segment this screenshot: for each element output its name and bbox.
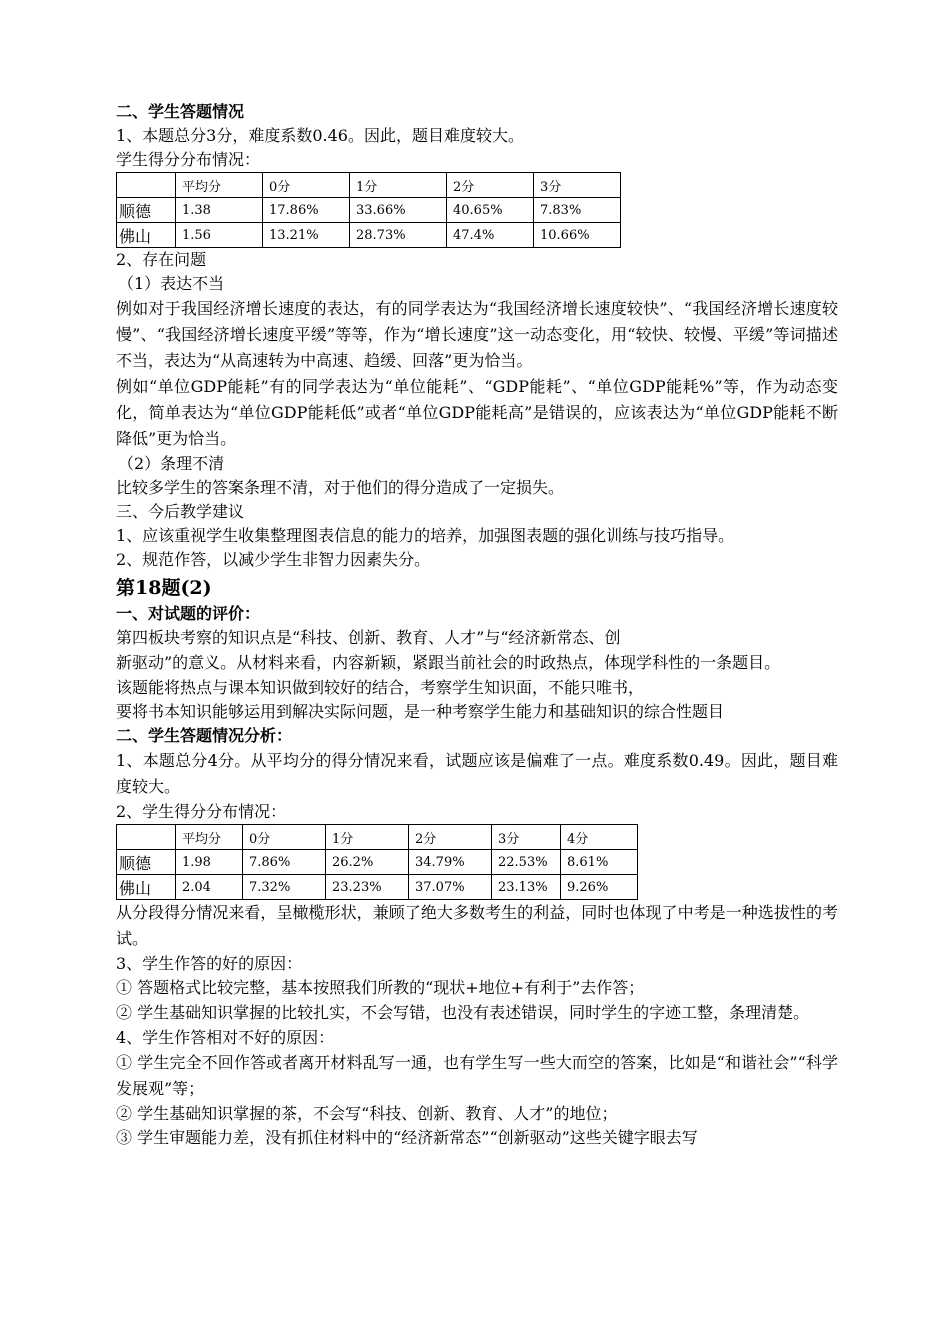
table-cell: 3分 (492, 825, 561, 850)
table-cell: 1.56 (176, 223, 263, 248)
paragraph: 2、存在问题 (116, 250, 207, 269)
table-cell: 3分 (534, 173, 621, 198)
score-distribution-table-2 (116, 824, 638, 900)
table-cell: 26.2% (326, 850, 409, 875)
paragraph: 例如“单位GDP能耗”有的同学表达为“单位能耗”、“GDP能耗”、“单位GDP能耗%”等，作为动态变化，简单表达为“单位GDP能耗低”或者“单位GDP能耗高”是错误的，应该表达为“单位GDP能耗不断降低”更为恰当。 (116, 377, 838, 448)
table-header-row (117, 825, 638, 850)
table-cell (117, 173, 176, 198)
table-row (117, 223, 621, 248)
paragraph: 1、应该重视学生收集整理图表信息的能力的培养，加强图表题的强化训练与技巧指导。 (116, 526, 735, 545)
paragraph: 3、学生作答的好的原因： (116, 954, 303, 973)
table-header-row (117, 173, 621, 198)
subheading: （1）表达不当 (118, 274, 225, 293)
table-cell: 23.13% (492, 875, 561, 900)
table-cell: 22.53% (492, 850, 561, 875)
paragraph: 第四板块考察的知识点是“科技、创新、教育、人才”与“经济新常态、创 (116, 628, 621, 647)
question-title: 第18题(2) (116, 577, 212, 599)
paragraph: 新驱动”的意义。从材料来看，内容新颖，紧跟当前社会的时政热点，体现学科性的一条题目。 (116, 653, 781, 672)
paragraph: 1、本题总分3分，难度系数0.46。因此，题目难度较大。 (116, 126, 524, 145)
paragraph: 4、学生作答相对不好的原因： (116, 1028, 335, 1047)
table-cell: 17.86% (263, 198, 350, 223)
table-cell: 10.66% (534, 223, 621, 248)
section-heading: 一、对试题的评价： (116, 604, 261, 623)
list-item: ② 学生基础知识掌握的比较扎实，不会写错，也没有表述错误，同时学生的字迹工整，条理清楚。 (116, 1003, 810, 1022)
table-cell: 34.79% (409, 850, 492, 875)
table-cell: 顺德 (117, 850, 176, 875)
table-cell: 7.32% (243, 875, 326, 900)
paragraph: 比较多学生的答案条理不清，对于他们的得分造成了一定损失。 (116, 478, 565, 497)
list-item: ② 学生基础知识掌握的茶，不会写“科技、创新、教育、人才”的地位； (116, 1104, 618, 1123)
table-cell: 平均分 (176, 825, 243, 850)
table-cell: 7.83% (534, 198, 621, 223)
table-cell: 2分 (409, 825, 492, 850)
paragraph: 要将书本知识能够运用到解决实际问题，是一种考察学生能力和基础知识的综合性题目 (116, 702, 725, 721)
table-cell: 佛山 (117, 875, 176, 900)
table-cell: 7.86% (243, 850, 326, 875)
list-item: ③ 学生审题能力差，没有抓住材料中的“经济新常态”“创新驱动”这些关键字眼去写 (116, 1128, 698, 1147)
list-item: ① 学生完全不回作答或者离开材料乱写一通，也有学生写一些大而空的答案，比如是“和谐社会”“科学发展观”等； (116, 1053, 838, 1098)
table-cell: 1.38 (176, 198, 263, 223)
table-cell: 23.23% (326, 875, 409, 900)
paragraph: 2、规范作答，以减少学生非智力因素失分。 (116, 550, 431, 569)
table-cell: 33.66% (350, 198, 447, 223)
score-distribution-table-1 (116, 172, 621, 248)
paragraph: 学生得分分布情况： (116, 150, 261, 169)
table-cell: 2分 (447, 173, 534, 198)
table-cell: 8.61% (561, 850, 638, 875)
section-heading: 二、学生答题情况 (116, 102, 245, 121)
table-cell: 1分 (326, 825, 409, 850)
table-cell: 顺德 (117, 198, 176, 223)
table-cell: 37.07% (409, 875, 492, 900)
table-cell (117, 825, 176, 850)
table-row (117, 198, 621, 223)
list-item: ① 答题格式比较完整，基本按照我们所教的“现状+地位+有利于”去作答； (116, 978, 645, 997)
table-cell: 13.21% (263, 223, 350, 248)
table-cell: 47.4% (447, 223, 534, 248)
table-cell: 1分 (350, 173, 447, 198)
paragraph: 1、本题总分4分。从平均分的得分情况来看，试题应该是偏难了一点。难度系数0.49。因此，题目难度较大。 (116, 751, 838, 796)
subheading: （2）条理不清 (118, 454, 225, 473)
section-heading: 二、学生答题情况分析： (116, 726, 293, 745)
table-row (117, 875, 638, 900)
table-cell: 40.65% (447, 198, 534, 223)
paragraph: 从分段得分情况来看，呈橄榄形状，兼顾了绝大多数考生的利益，同时也体现了中考是一种选拔性的考试。 (116, 903, 838, 948)
paragraph: 2、学生得分分布情况： (116, 802, 287, 821)
table-cell: 9.26% (561, 875, 638, 900)
section-heading: 三、今后教学建议 (116, 502, 245, 521)
paragraph: 该题能将热点与课本知识做到较好的结合，考察学生知识面，不能只唯书， (116, 678, 645, 697)
table-cell: 佛山 (117, 223, 176, 248)
table-cell: 平均分 (176, 173, 263, 198)
table-cell: 2.04 (176, 875, 243, 900)
table-cell: 0分 (263, 173, 350, 198)
table-cell: 1.98 (176, 850, 243, 875)
table-cell: 28.73% (350, 223, 447, 248)
document-page (116, 100, 838, 1150)
table-cell: 0分 (243, 825, 326, 850)
table-row (117, 850, 638, 875)
table-cell: 4分 (561, 825, 638, 850)
paragraph: 例如对于我国经济增长速度的表达，有的同学表达为“我国经济增长速度较快”、“我国经济增长速度较慢”、“我国经济增长速度平缓”等等，作为“增长速度”这一动态变化，用“较快、较慢、平缓”等词描述不当，表达为“从高速转为中高速、趋缓、回落”更为恰当。 (116, 299, 838, 370)
